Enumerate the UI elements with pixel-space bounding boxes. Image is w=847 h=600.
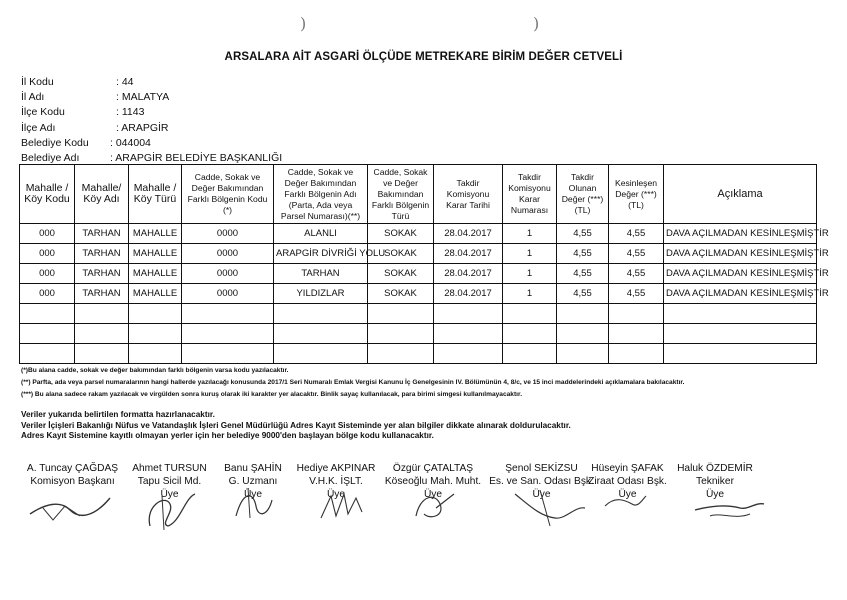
cell-koy-turu: MAHALLE [129,224,182,244]
signatory-role: Köseoğlu Mah. Muht. [384,476,482,487]
signatory-name: Hediye AKPINAR [296,463,376,474]
signatory-member: Üye [705,489,725,500]
table-row [20,244,817,264]
cell-koy-adi: TARHAN [75,224,129,244]
table-row-empty [20,304,817,324]
cell-koy-kodu: 000 [20,284,75,304]
cell-koy-kodu: 000 [20,244,75,264]
instructions [21,410,571,442]
cell-bolge-kodu: 0000 [182,224,274,244]
col-header-takdir-deger: Takdir Olunan Değer (***) (TL) [557,165,609,224]
document-title: ARSALARA AİT ASGARİ ÖLÇÜDE METREKARE BİRİM DEĞER CETVELİ [224,51,623,63]
instruction-3: Adres Kayıt Sistemine kayıtlı olmayan yerler için her belediye 9000'den başlayan bölge kodu kullanacaktır. [21,431,434,440]
signatory-member: Üye [160,489,179,500]
footnote-3: (***) Bu alana sadece rakam yazılacak ve virgülden sonra kuruş olarak iki karakter yer alacaktır. Binlik sayaç kullanılacak, para birimi simgesi kullanılmayacaktır. [21,391,523,398]
cell-koy-kodu: 000 [20,264,75,284]
col-header-aciklama: Açıklama [664,165,817,224]
signatory-role: Komisyon Başkanı [30,476,115,487]
col-header-karar-tarihi: Takdir Komisyonu Karar Tarihi [434,165,503,224]
col-header-bolge-kodu: Cadde, Sokak ve Değer Bakımından Farklı Bölgenin Kodu (*) [182,165,274,224]
col-header-bolge-turu: Cadde, Sokak ve Değer Bakımından Farklı Bölgenin Türü [368,165,434,224]
col-header-kesinlesen-deger: Kesinleşen Değer (***) (TL) [609,165,664,224]
table-row [20,224,817,244]
signature-scribble-8 [690,486,770,526]
cell-takdir-deger: 4,55 [557,224,609,244]
cell-koy-turu: MAHALLE [129,244,182,264]
cell-karar-tarihi: 28.04.2017 [434,284,503,304]
cell-koy-adi: TARHAN [75,244,129,264]
signature-block-1 [25,462,120,488]
cell-bolge-kodu: 0000 [182,284,274,304]
cell-kesinlesen-deger: 4,55 [609,284,664,304]
cell-bolge-turu: SOKAK [368,244,434,264]
signatory-role: Ziraat Odası Bşk. [588,476,667,487]
value-table [19,164,829,364]
signatory-member: Üye [243,489,263,500]
cell-kesinlesen-deger: 4,55 [609,224,664,244]
cell-bolge-kodu: 0000 [182,244,274,264]
cell-koy-turu: MAHALLE [129,264,182,284]
cell-aciklama: DAVA AÇILMADAN KESİNLEŞMİŞTİR [664,224,817,244]
cell-takdir-deger: 4,55 [557,284,609,304]
col-header-bolge-adi: Cadde, Sokak ve Değer Bakımından Farklı Bölgenin Adı (Parta, Ada veya Parsel Numarası)(**) [274,165,368,224]
cell-takdir-deger: 4,55 [557,244,609,264]
signatory-member: Üye [532,489,551,500]
cell-karar-tarihi: 28.04.2017 [434,224,503,244]
col-header-karar-numarasi: Takdir Komisyonu Karar Numarası [503,165,557,224]
signature-scribble-1 [25,486,115,526]
cell-karar-numarasi: 1 [503,284,557,304]
cell-kesinlesen-deger: 4,55 [609,264,664,284]
instruction-2: Veriler İçişleri Bakanlığı Nüfus ve Vatandaşlık İşleri Genel Müdürlüğü Adres Kayıt Sisteminde yer alan bilgiler dikkate alınarak doldurulacaktır. [21,420,571,430]
signatory-member: Üye [618,489,637,500]
cell-takdir-deger: 4,55 [557,264,609,284]
signature-scribble-6 [510,486,590,531]
signatory-name: Hüseyin ŞAFAK [591,463,664,474]
col-header-koy-kodu: Mahalle / Köy Kodu [20,165,75,224]
cell-koy-adi: TARHAN [75,284,129,304]
table-row [20,264,817,284]
signatory-member: Üye [326,489,346,500]
instruction-1: Veriler yukarıda belirtilen formatta hazırlanacaktır. [21,410,215,419]
signatory-name: Şenol SEKİZSU [505,463,578,474]
signature-scribble-5 [410,486,460,526]
cell-bolge-kodu: 0000 [182,264,274,284]
cell-koy-kodu: 000 [20,224,75,244]
cell-koy-turu: MAHALLE [129,284,182,304]
punch-hole-right: ) [533,14,540,33]
signatory-name: Haluk ÖZDEMİR [677,463,753,474]
footnotes [21,365,684,401]
signatory-name: Özgür ÇATALTAŞ [392,463,474,474]
footnote-2: (**) Parfta, ada veya parsel numaralarının hangi hallerde yazılacağı konusunda 2017/1 Seri Numaralı Emlak Vergisi Kanunu İç Genelgesinin IV. Bölümünün 4, 8/c, ve 15 inci maddelerindeki açıklamalara bakılacaktır. [21,379,685,386]
punch-hole-left: ) [300,14,307,33]
signatory-role: Es. ve San. Odası Bşk. [489,476,594,487]
signatory-role: V.H.K. İŞLT. [309,476,363,487]
signatory-name: A. Tuncay ÇAĞDAŞ [26,463,119,474]
signature-scribble-2 [140,486,200,531]
cell-karar-numarasi: 1 [503,264,557,284]
cell-koy-adi: TARHAN [75,264,129,284]
col-header-koy-turu: Mahalle / Köy Türü [129,165,182,224]
cell-karar-numarasi: 1 [503,224,557,244]
col-header-koy-adi: Mahalle/ Köy Adı [75,165,129,224]
table-row-empty [20,324,817,344]
signature-scribble-7 [600,486,650,516]
signatory-role: G. Uzmanı [228,476,278,487]
cell-bolge-adi: ARAPGİR DİVRİĞİ YOLU [274,244,368,264]
cell-bolge-adi: TARHAN [274,264,368,284]
cell-bolge-turu: SOKAK [368,224,434,244]
cell-bolge-turu: SOKAK [368,264,434,284]
table-header-row [20,165,817,224]
cell-aciklama: DAVA AÇILMADAN KESİNLEŞMİŞTİR [664,284,817,304]
cell-kesinlesen-deger: 4,55 [609,244,664,264]
table-row-empty [20,344,817,364]
cell-karar-numarasi: 1 [503,244,557,264]
cell-aciklama: DAVA AÇILMADAN KESİNLEŞMİŞTİR [664,264,817,284]
footnote-1: (*)Bu alana cadde, sokak ve değer bakımından farklı bölgenin varsa kodu yazılacaktır. [21,367,289,374]
cell-karar-tarihi: 28.04.2017 [434,244,503,264]
signature-scribble-4 [316,486,366,526]
cell-bolge-adi: ALANLI [274,224,368,244]
cell-aciklama: DAVA AÇILMADAN KESİNLEŞMİŞTİR [664,244,817,264]
cell-bolge-adi: YILDIZLAR [274,284,368,304]
signatory-name: Banu ŞAHİN [224,463,282,474]
signatory-role: Tapu Sicil Md. [137,476,202,487]
signatory-name: Ahmet TURSUN [132,463,207,474]
signature-scribble-3 [228,486,278,526]
table-row [20,284,817,304]
cell-bolge-turu: SOKAK [368,284,434,304]
signatory-role: Tekniker [696,476,734,487]
cell-karar-tarihi: 28.04.2017 [434,264,503,284]
signatory-member: Üye [423,489,443,500]
